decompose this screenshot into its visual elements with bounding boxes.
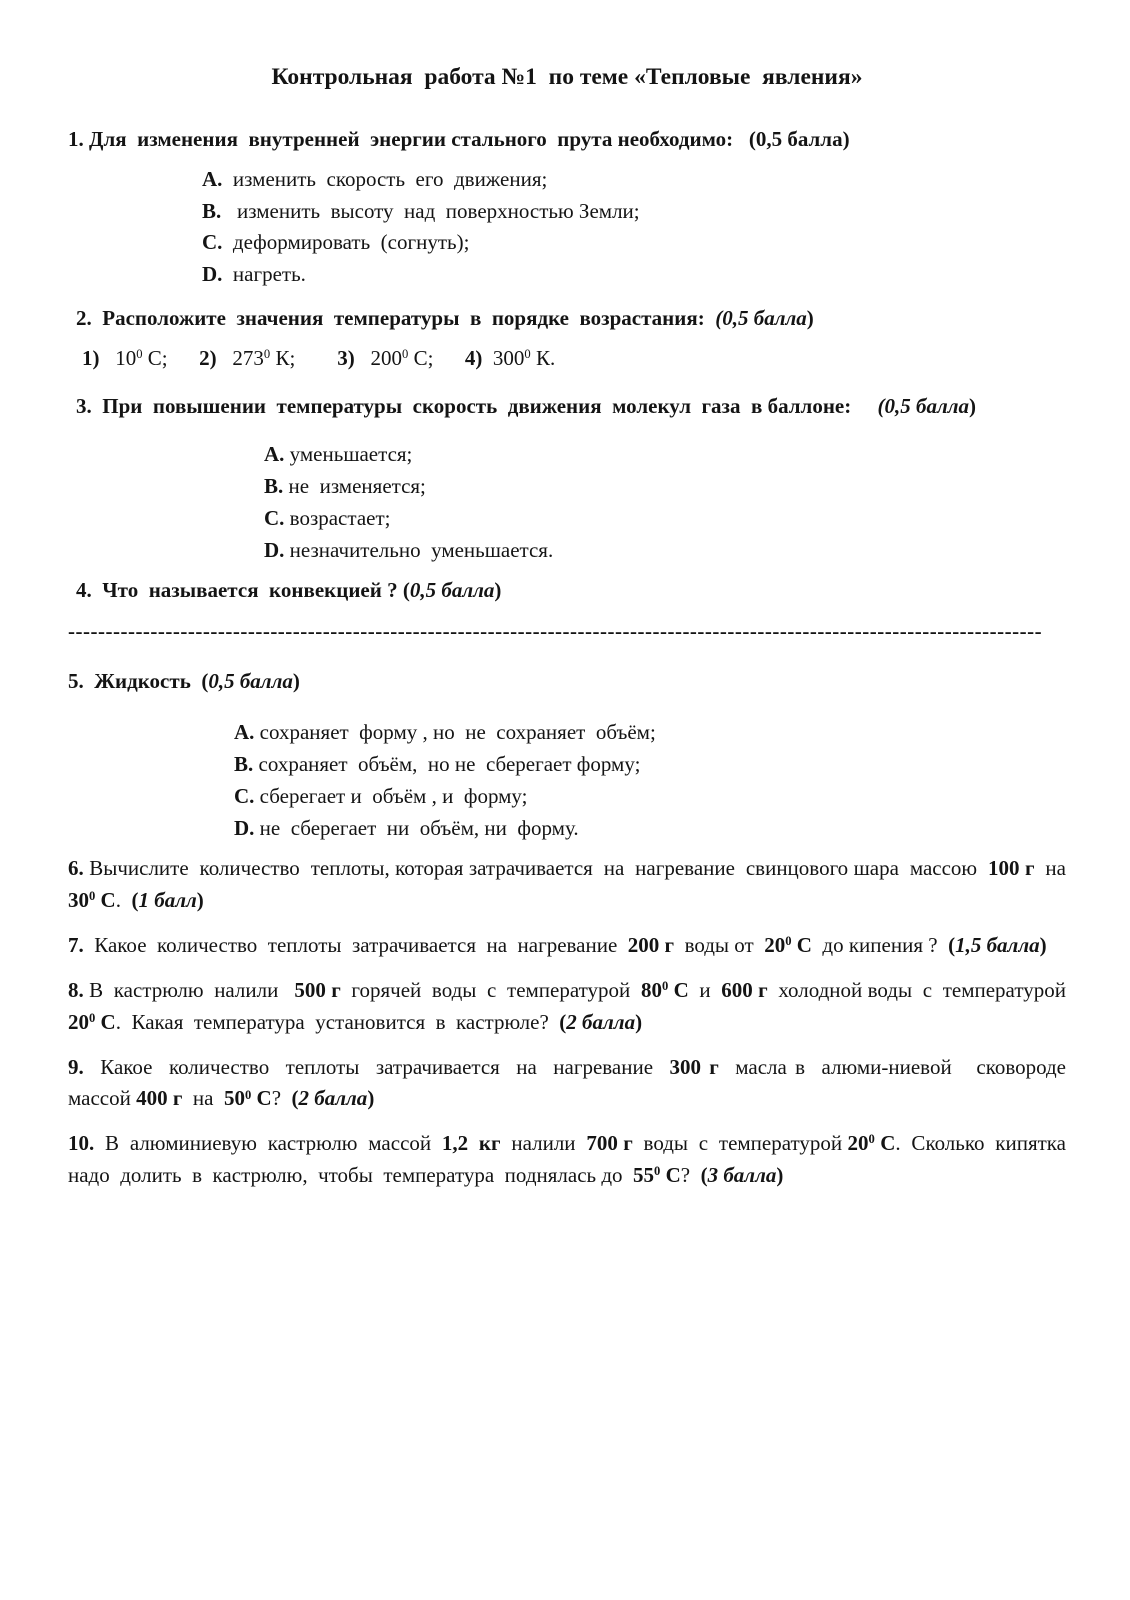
question-2-values: 1) $10^0$ С; 2) $273^0$ К; 3) $200^0$ С; 4) $300^0$ К.: [82, 346, 556, 371]
question-8-text: 8. В кастрюлю налили 500 г горячей воды с температурой $80^0$ С и 600 г холодной воды с температурой $20^0$ С. Какая температура установится в кастрюле? (2 балла): [68, 977, 1077, 1034]
question-10-text: 10. В алюминиевую кастрюлю массой 1,2 кг налили 700 г воды с температурой $20^0$ С. Сколько кипятка надо долить в кастрюлю, чтобы температура поднялась до $55^0$ С? (3 балла): [68, 1131, 1077, 1188]
question-3-option-b: В. не изменяется;: [264, 473, 426, 498]
question-3-heading: 3. При повышении температуры скорость движения молекул газа в баллоне: (0,5 балла): [76, 394, 977, 419]
question-3-option-a: А. уменьшается;: [264, 441, 413, 466]
question-3-options: [68, 439, 1066, 567]
question-1-option-a: А. изменить скорость его движения;: [202, 166, 548, 191]
question-4-heading: 4. Что называется конвекцией ? (0,5 балла): [76, 577, 502, 602]
question-1-heading: 1. Для изменения внутренней энергии стального прута необходимо: (0,5 балла): [68, 126, 850, 151]
question-5-option-d: D. не сберегает ни объём, ни форму.: [234, 816, 579, 841]
question-5-options: [68, 717, 1066, 845]
question-5-option-b: В. сохраняет объём, но не сберегает форму;: [234, 752, 641, 777]
question-9-text: 9. Какое количество теплоты затрачивается на нагревание 300 г масла в алюми-ниевой сковороде массой 400 г на $50^0$ С? (2 балла): [68, 1054, 1077, 1111]
question-5-option-a: А. сохраняет форму , но не сохраняет объём;: [234, 720, 656, 745]
question-1-option-d: D. нагреть.: [202, 262, 306, 287]
question-7-text: 7. Какое количество теплоты затрачивается на нагревание 200 г воды от $20^0$ С до кипения ? (1,5 балла): [68, 932, 1047, 957]
question-1-option-c: С. деформировать (согнуть);: [202, 230, 470, 255]
question-6-text: 6. Вычислите количество теплоты, которая затрачивается на нагревание свинцового шара массою 100 г на $30^0$ С. (1 балл): [68, 856, 1077, 912]
question-3-option-d: D. незначительно уменьшается.: [264, 537, 554, 562]
section-separator: ----------------------------------------------------------------------------------------------------------------------------------: [68, 618, 1043, 643]
document-title: Контрольная работа №1 по теме «Тепловые явления»: [271, 64, 863, 90]
question-1-option-b: В. изменить высоту над поверхностью Земли;: [202, 198, 640, 223]
question-5-heading: 5. Жидкость (0,5 балла): [68, 668, 300, 693]
question-3-option-c: С. возрастает;: [264, 505, 391, 530]
question-2-heading: 2. Расположите значения температуры в порядке возрастания: (0,5 балла): [76, 306, 814, 331]
question-5-option-c: С. сберегает и объём , и форму;: [234, 784, 528, 809]
question-1-options: [68, 164, 1066, 292]
